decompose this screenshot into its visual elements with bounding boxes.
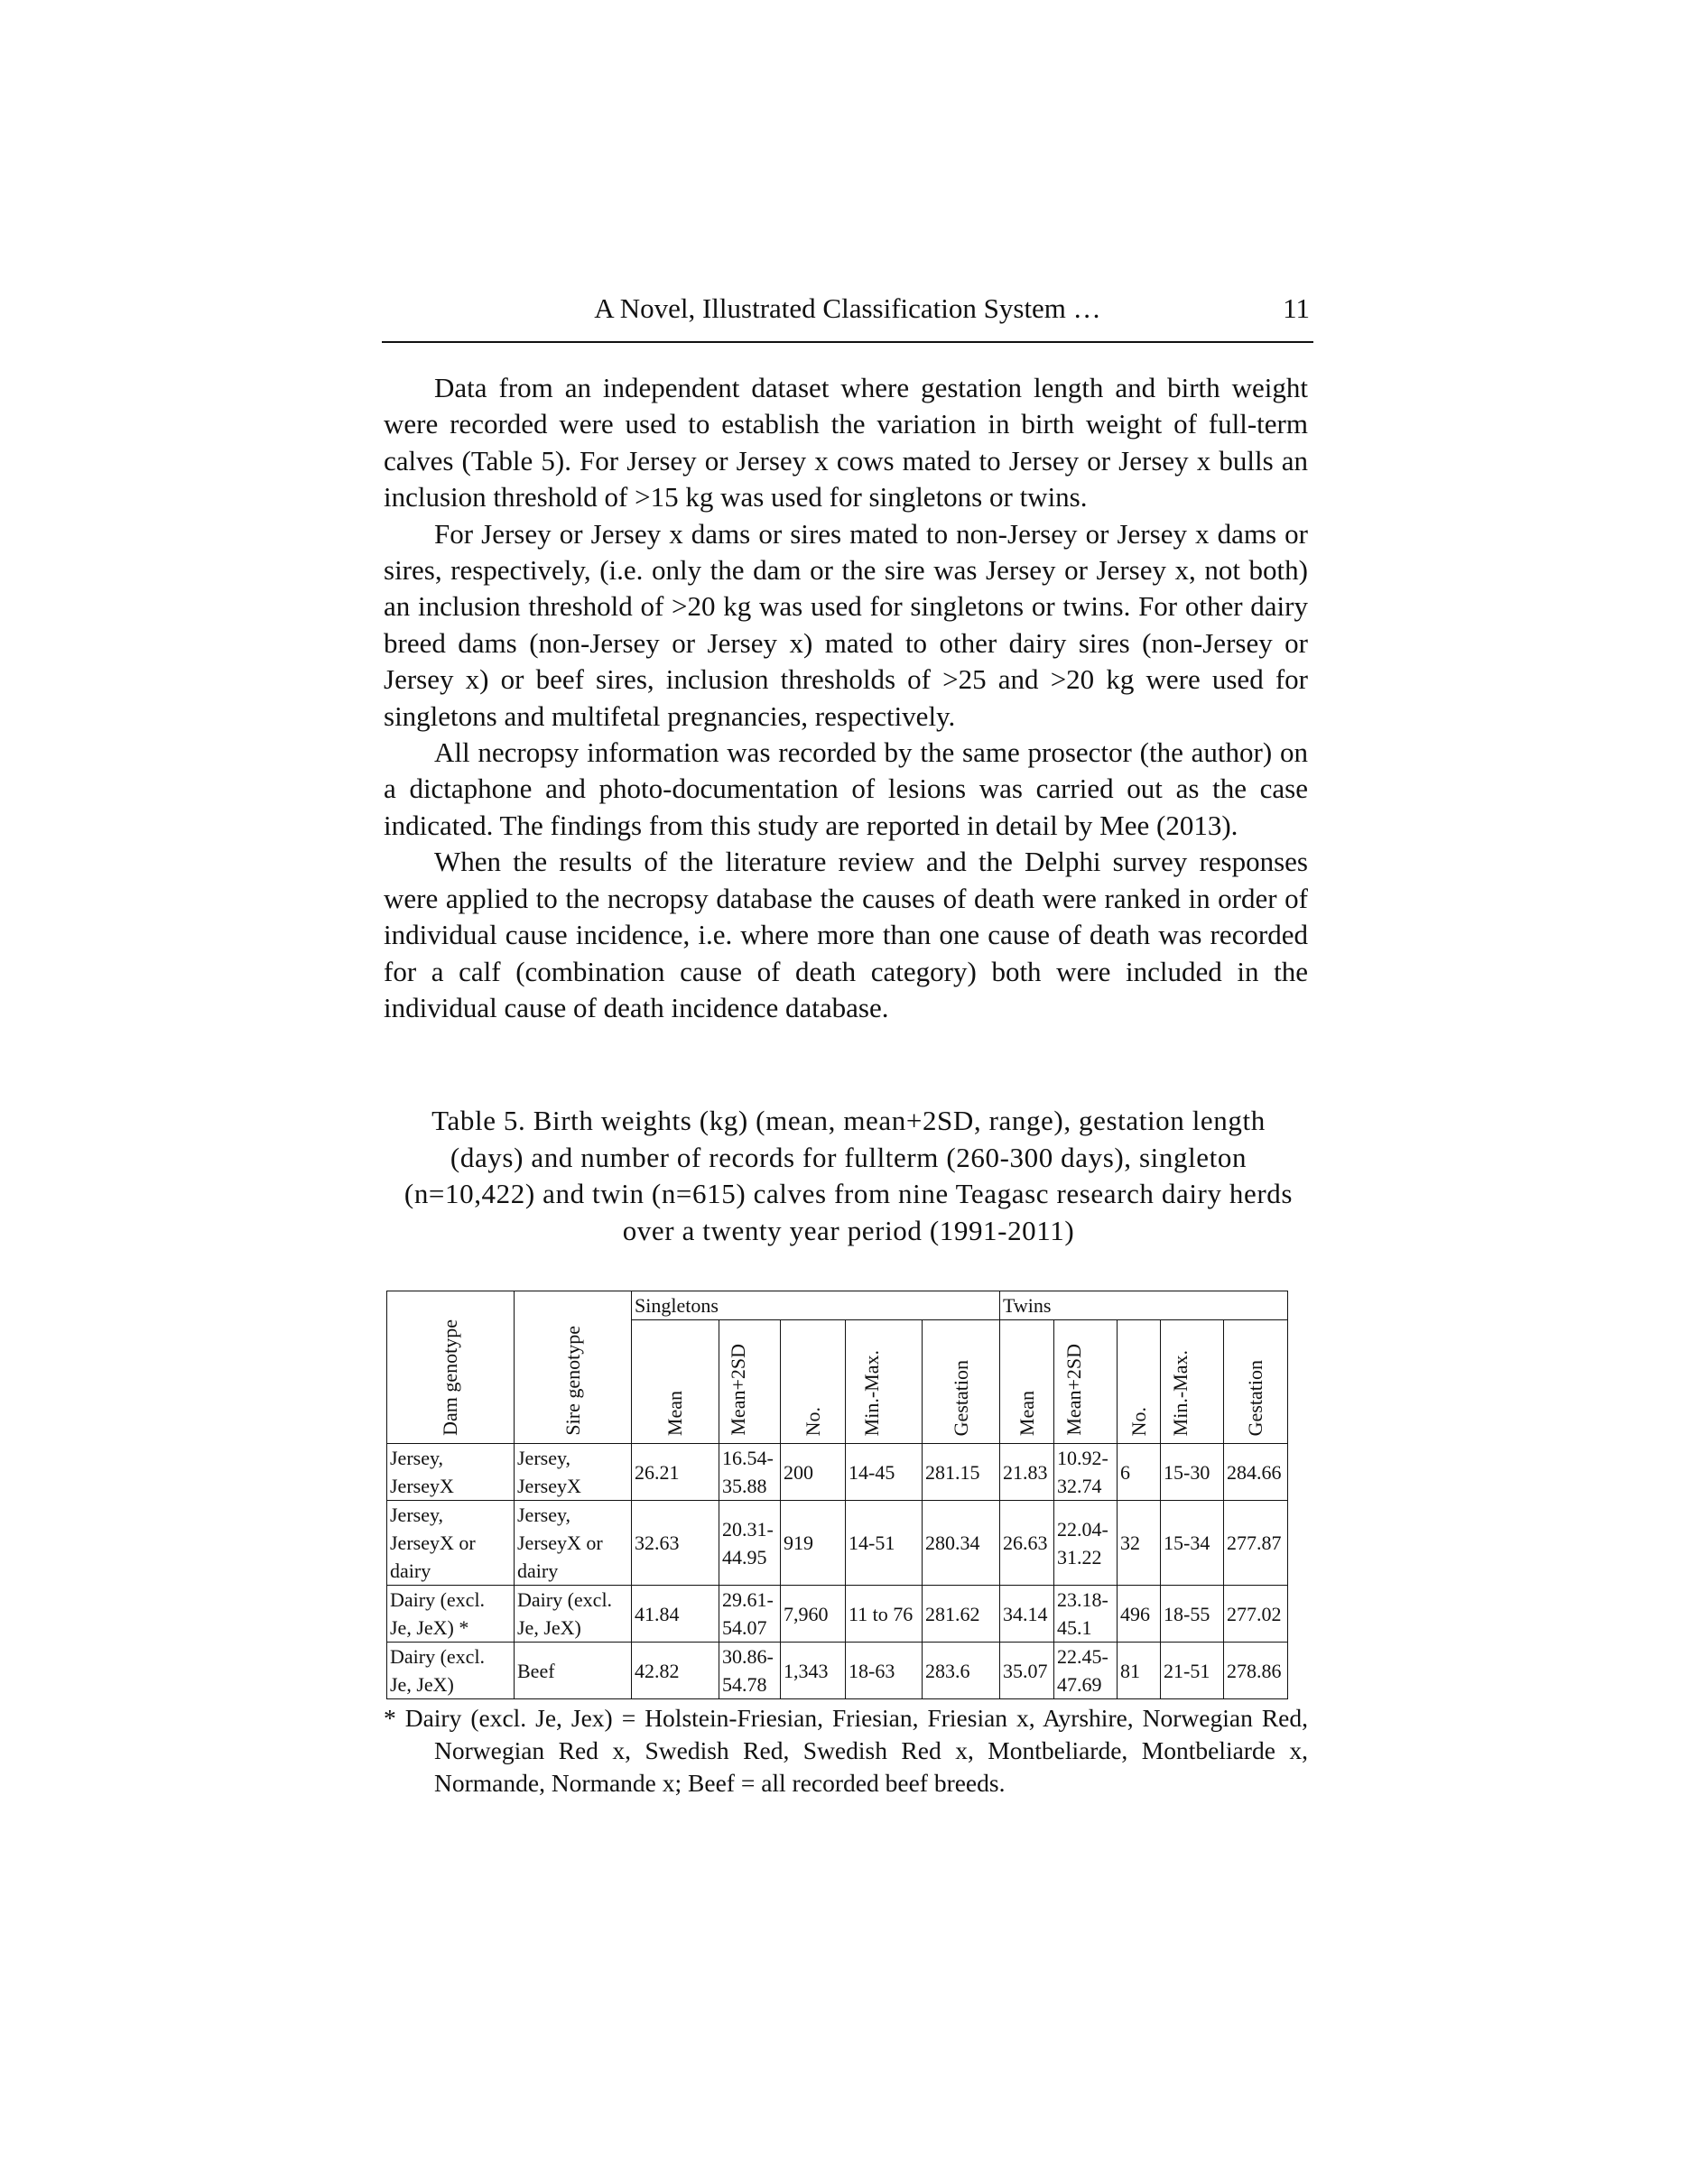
cell-s-mean2sd: 16.54-35.88 bbox=[719, 1444, 781, 1501]
cell-t-gestation: 277.87 bbox=[1224, 1501, 1288, 1586]
cell-s-mean: 26.21 bbox=[632, 1444, 719, 1501]
birth-weight-table bbox=[386, 1291, 1288, 1699]
page-number: 11 bbox=[1283, 292, 1310, 324]
cell-t-no: 81 bbox=[1118, 1643, 1161, 1699]
running-header bbox=[382, 287, 1313, 343]
paragraph: Data from an independent dataset where gestation length and birth weight were recorded were used to establish the variation in birth weight of full-term calves (Table 5). For Jersey or Jersey x cows mated to Jersey or Jersey x bulls an inclusion threshold of >15 kg was used for singletons or twins. bbox=[384, 372, 1308, 514]
cell-s-no: 200 bbox=[781, 1444, 846, 1501]
cell-s-minmax: 14-51 bbox=[846, 1501, 923, 1586]
cell-s-no: 7,960 bbox=[781, 1586, 846, 1643]
cell-s-no: 919 bbox=[781, 1501, 846, 1586]
body-text bbox=[384, 370, 1308, 1026]
cell-sire: Jersey, JerseyX or dairy bbox=[515, 1501, 632, 1586]
cell-sire: Jersey, JerseyX bbox=[515, 1444, 632, 1501]
paragraph: When the results of the literature review and the Delphi survey responses were applied to the necropsy database the causes of death were ranked in order of individual cause incidence, i.e. where more than one cause of death was recorded for a calf (combination cause of death category) both were included in the individual cause of death incidence database. bbox=[384, 846, 1308, 1023]
cell-t-gestation: 284.66 bbox=[1224, 1444, 1288, 1501]
header-singletons: Singletons bbox=[632, 1291, 1000, 1320]
cell-sire: Dairy (excl. Je, JeX) bbox=[515, 1586, 632, 1643]
cell-s-minmax: 18-63 bbox=[846, 1643, 923, 1699]
cell-t-mean2sd: 23.18-45.1 bbox=[1054, 1586, 1118, 1643]
cell-s-mean: 32.63 bbox=[632, 1501, 719, 1586]
cell-dam: Dairy (excl. Je, JeX) bbox=[387, 1643, 515, 1699]
table-caption: Table 5. Birth weights (kg) (mean, mean+2SD, range), gestation length (days) and number of records for fullterm (260-300 days), singleton (n=10,422) and twin (n=615) calves from nine Teagasc research dairy herds over a twenty year period (1991-2011) bbox=[403, 1105, 1294, 1246]
cell-t-minmax: 15-30 bbox=[1161, 1444, 1224, 1501]
cell-t-mean2sd: 22.45-47.69 bbox=[1054, 1643, 1118, 1699]
header-sire-genotype: Sire genotype bbox=[515, 1291, 632, 1444]
header-singletons-mean2sd: Mean+2SD bbox=[719, 1320, 781, 1444]
cell-s-minmax: 14-45 bbox=[846, 1444, 923, 1501]
table-row bbox=[387, 1501, 1288, 1586]
footnote-text: * Dairy (excl. Je, Jex) = Holstein-Friesian, Friesian, Friesian x, Ayrshire, Norwegian Red, Norwegian Red x, Swedish Red, Swedish Red x, Montbeliarde, Montbeliarde x, Normande, Normande x; Beef = all recorded beef breeds. bbox=[384, 1704, 1308, 1797]
table-row bbox=[387, 1586, 1288, 1643]
paragraph: For Jersey or Jersey x dams or sires mated to non-Jersey or Jersey x dams or sires, respectively, (i.e. only the dam or the sire was Jersey or Jersey x, not both) an inclusion threshold of >20 kg was used for singletons or twins. For other dairy breed dams (non-Jersey or Jersey x) mated to other dairy sires (non-Jersey or Jersey x) or beef sires, inclusion thresholds of >25 and >20 kg were used for singletons and multifetal pregnancies, respectively. bbox=[384, 517, 1308, 732]
cell-t-gestation: 278.86 bbox=[1224, 1643, 1288, 1699]
header-twins-no: No. bbox=[1118, 1320, 1161, 1444]
header-twins-minmax: Min.-Max. bbox=[1161, 1320, 1224, 1444]
cell-sire: Beef bbox=[515, 1643, 632, 1699]
cell-dam: Dairy (excl. Je, JeX) * bbox=[387, 1586, 515, 1643]
cell-s-no: 1,343 bbox=[781, 1643, 846, 1699]
header-singletons-mean: Mean bbox=[632, 1320, 719, 1444]
cell-t-mean: 34.14 bbox=[1000, 1586, 1054, 1643]
cell-t-minmax: 21-51 bbox=[1161, 1643, 1224, 1699]
header-singletons-no: No. bbox=[781, 1320, 846, 1444]
cell-t-mean: 35.07 bbox=[1000, 1643, 1054, 1699]
paragraph: All necropsy information was recorded by the same prosector (the author) on a dictaphone and photo-documentation of lesions was carried out as the case indicated. The findings from this study are reported in detail by Mee (2013). bbox=[384, 736, 1308, 841]
cell-s-gestation: 281.15 bbox=[923, 1444, 1000, 1501]
cell-s-gestation: 281.62 bbox=[923, 1586, 1000, 1643]
cell-s-mean: 41.84 bbox=[632, 1586, 719, 1643]
cell-t-mean2sd: 22.04-31.22 bbox=[1054, 1501, 1118, 1586]
cell-s-mean2sd: 30.86-54.78 bbox=[719, 1643, 781, 1699]
cell-t-no: 6 bbox=[1118, 1444, 1161, 1501]
cell-t-mean2sd: 10.92-32.74 bbox=[1054, 1444, 1118, 1501]
cell-t-minmax: 18-55 bbox=[1161, 1586, 1224, 1643]
table-5 bbox=[386, 1291, 1288, 1699]
header-singletons-minmax: Min.-Max. bbox=[846, 1320, 923, 1444]
table-row bbox=[387, 1643, 1288, 1699]
cell-t-gestation: 277.02 bbox=[1224, 1586, 1288, 1643]
table-row bbox=[387, 1444, 1288, 1501]
cell-s-mean2sd: 29.61-54.07 bbox=[719, 1586, 781, 1643]
header-twins-gestation: Gestation bbox=[1224, 1320, 1288, 1444]
header-dam-genotype: Dam genotype bbox=[387, 1291, 515, 1444]
cell-s-gestation: 283.6 bbox=[923, 1643, 1000, 1699]
cell-dam: Jersey, JerseyX bbox=[387, 1444, 515, 1501]
cell-t-mean: 21.83 bbox=[1000, 1444, 1054, 1501]
header-twins-mean: Mean bbox=[1000, 1320, 1054, 1444]
cell-t-mean: 26.63 bbox=[1000, 1501, 1054, 1586]
table-footnote bbox=[384, 1702, 1308, 1800]
header-twins: Twins bbox=[1000, 1291, 1288, 1320]
cell-s-mean2sd: 20.31-44.95 bbox=[719, 1501, 781, 1586]
running-title: A Novel, Illustrated Classification System … bbox=[594, 292, 1101, 324]
cell-dam: Jersey, JerseyX or dairy bbox=[387, 1501, 515, 1586]
cell-t-no: 496 bbox=[1118, 1586, 1161, 1643]
header-twins-mean2sd: Mean+2SD bbox=[1054, 1320, 1118, 1444]
header-singletons-gestation: Gestation bbox=[923, 1320, 1000, 1444]
cell-s-minmax: 11 to 76 bbox=[846, 1586, 923, 1643]
cell-t-minmax: 15-34 bbox=[1161, 1501, 1224, 1586]
cell-s-gestation: 280.34 bbox=[923, 1501, 1000, 1586]
cell-t-no: 32 bbox=[1118, 1501, 1161, 1586]
cell-s-mean: 42.82 bbox=[632, 1643, 719, 1699]
